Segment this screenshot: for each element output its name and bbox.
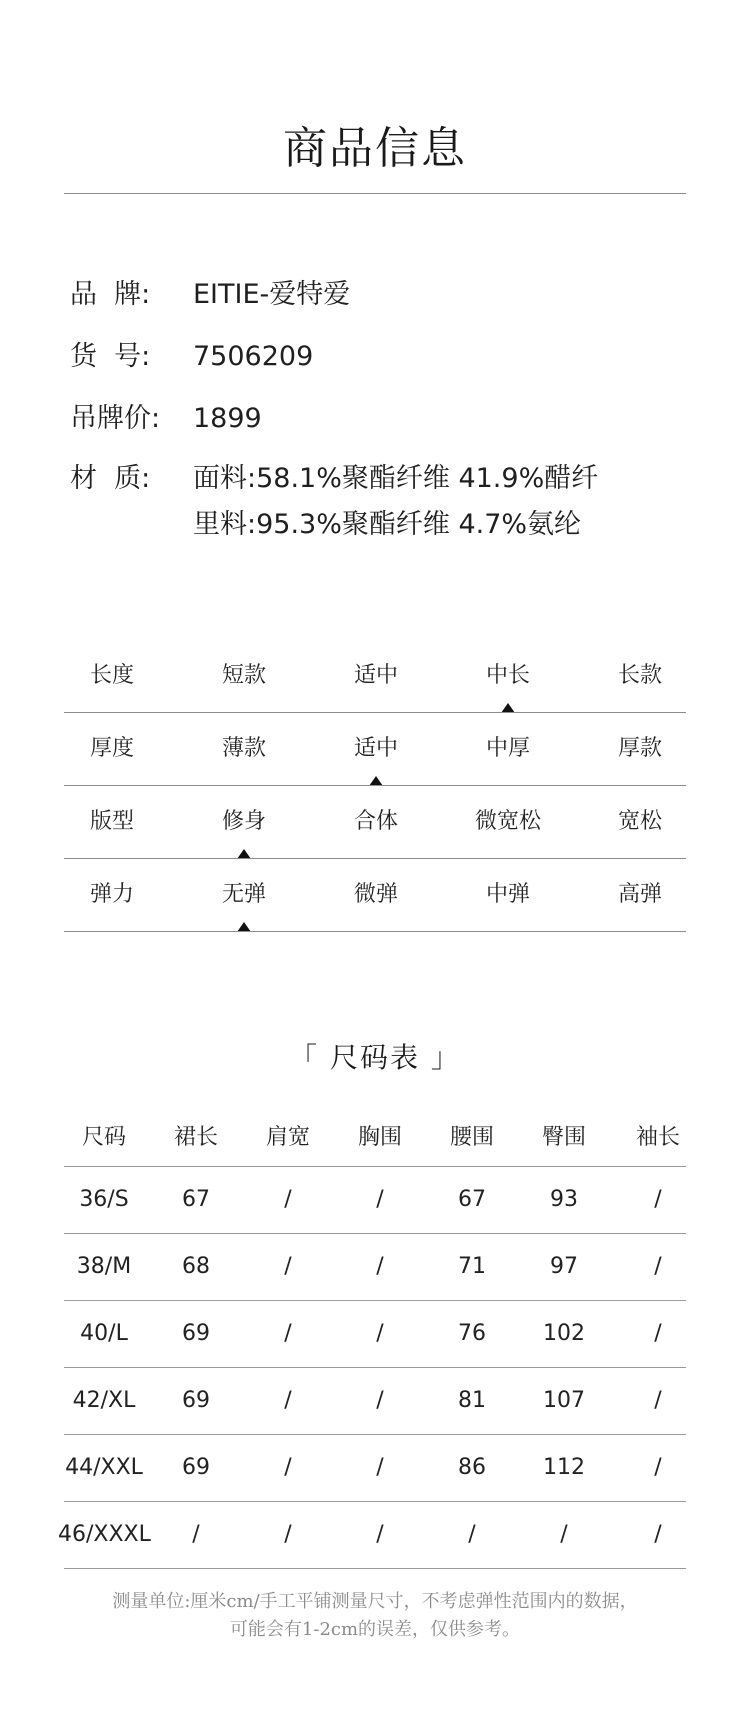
attribute-divider [64, 931, 686, 932]
table-row [64, 1234, 686, 1301]
attribute-option: 中厚 [485, 736, 530, 761]
attribute-option: 薄款 [221, 736, 266, 761]
table-cell: / [376, 1187, 384, 1212]
attribute-name: 版型 [89, 809, 134, 834]
title-divider [64, 193, 686, 194]
attribute-option: 长款 [617, 663, 662, 688]
table-cell: / [654, 1321, 662, 1346]
attribute-option: 厚款 [617, 736, 662, 761]
attribute-option: 中弹 [485, 882, 530, 907]
table-cell: 102 [543, 1321, 585, 1346]
attribute-option: 无弹 [221, 882, 266, 907]
info-label: 材 质: [70, 463, 151, 494]
table-cell: 44/XXL [65, 1455, 143, 1480]
table-cell: 112 [543, 1455, 585, 1480]
table-cell: / [654, 1187, 662, 1212]
table-row [64, 1301, 686, 1368]
table-row [64, 1167, 686, 1234]
attribute-option: 短款 [221, 663, 266, 688]
table-cell: 81 [458, 1388, 486, 1413]
attribute-option: 适中 [353, 663, 398, 688]
column-header: 尺码 [81, 1125, 126, 1150]
table-cell: 107 [543, 1388, 585, 1413]
info-value-line: 里料:95.3%聚酯纤维 4.7%氨纶 [193, 509, 582, 540]
table-cell: / [654, 1522, 662, 1547]
info-value [193, 456, 598, 548]
table-row [64, 1368, 686, 1435]
attribute-option: 宽松 [617, 809, 662, 834]
info-value-line: 7506209 [193, 341, 314, 372]
table-cell: 97 [550, 1254, 578, 1279]
table-row [64, 1435, 686, 1502]
info-value-line: 1899 [193, 403, 262, 434]
table-cell: / [654, 1254, 662, 1279]
table-cell: 67 [182, 1187, 210, 1212]
info-label: 品 牌: [70, 279, 151, 310]
attribute-row [64, 859, 686, 932]
table-row [58, 1502, 686, 1569]
table-cell: / [284, 1455, 292, 1480]
info-value-line: EITIE-爱特爱 [193, 279, 351, 310]
table-cell: 69 [182, 1388, 210, 1413]
attribute-row [64, 640, 686, 713]
table-cell: / [654, 1388, 662, 1413]
table-cell: 69 [182, 1321, 210, 1346]
info-value [193, 334, 313, 380]
table-cell: / [284, 1522, 292, 1547]
attribute-option: 适中 [353, 736, 398, 761]
table-cell: 67 [458, 1187, 486, 1212]
note-line: 可能会有1-2cm的误差，仅供参考。 [229, 1619, 521, 1640]
table-cell: 36/S [79, 1187, 129, 1212]
attribute-row [64, 713, 686, 786]
size-chart-title: 「 尺码表 」 [289, 1041, 461, 1074]
attribute-option: 高弹 [617, 882, 662, 907]
attribute-name: 长度 [89, 663, 134, 688]
table-cell: 93 [550, 1187, 578, 1212]
table-cell: / [284, 1388, 292, 1413]
table-cell: / [654, 1455, 662, 1480]
attribute-option: 合体 [353, 809, 398, 834]
size-table-header [64, 1108, 686, 1167]
table-cell: / [376, 1522, 384, 1547]
table-cell: 38/M [76, 1254, 132, 1279]
measurement-note [0, 1588, 750, 1644]
column-header: 肩宽 [265, 1125, 310, 1150]
table-cell: / [376, 1321, 384, 1346]
info-value [193, 272, 350, 318]
table-cell: / [468, 1522, 476, 1547]
table-cell: / [376, 1388, 384, 1413]
column-header: 袖长 [635, 1125, 680, 1150]
column-header: 腰围 [449, 1125, 494, 1150]
column-header: 臀围 [541, 1125, 586, 1150]
column-header: 胸围 [357, 1125, 402, 1150]
table-cell: / [376, 1254, 384, 1279]
attribute-option: 微宽松 [474, 809, 541, 834]
table-cell: 40/L [80, 1321, 128, 1346]
attribute-row [64, 786, 686, 859]
attribute-table [64, 640, 686, 932]
attribute-option: 微弹 [353, 882, 398, 907]
page-title: 商品信息 [283, 123, 467, 174]
table-cell: / [284, 1187, 292, 1212]
table-cell: 68 [182, 1254, 210, 1279]
info-value-line: 面料:58.1%聚酯纤维 41.9%醋纤 [193, 463, 599, 494]
table-cell: / [284, 1321, 292, 1346]
table-cell: / [376, 1455, 384, 1480]
info-label: 吊牌价: [70, 403, 161, 434]
table-cell: / [560, 1522, 568, 1547]
attribute-name: 厚度 [89, 736, 134, 761]
info-value [193, 396, 262, 442]
attribute-name: 弹力 [89, 882, 134, 907]
size-chart-table [58, 1108, 686, 1569]
column-header: 裙长 [173, 1125, 218, 1150]
table-cell: / [192, 1522, 200, 1547]
attribute-option: 修身 [221, 809, 266, 834]
table-cell: / [284, 1254, 292, 1279]
table-cell: 76 [458, 1321, 486, 1346]
attribute-option: 中长 [485, 663, 530, 688]
table-cell: 69 [182, 1455, 210, 1480]
table-cell: 86 [458, 1455, 486, 1480]
table-cell: 46/XXXL [58, 1522, 151, 1547]
table-cell: 71 [458, 1254, 486, 1279]
table-cell: 42/XL [72, 1388, 136, 1413]
info-label: 货 号: [70, 341, 151, 372]
note-line: 测量单位:厘米cm/手工平铺测量尺寸，不考虑弹性范围内的数据， [112, 1591, 638, 1612]
